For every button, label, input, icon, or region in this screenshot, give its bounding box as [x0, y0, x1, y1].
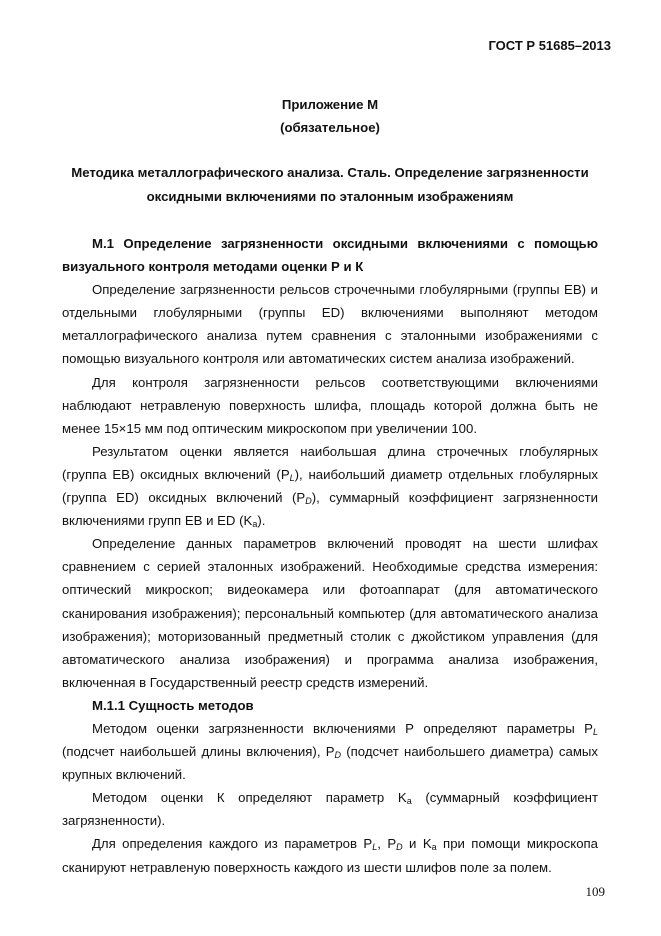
p5-sub-l: L	[592, 726, 598, 737]
method-title-line1: Методика металлографического анализа. Сталь. Определение загрязненности	[71, 165, 589, 180]
p3-text-b: ), наибольший диаметр отдельных глобулярных (группа ED) оксидных включений (P	[62, 466, 598, 506]
p6-text-b: (суммарный коэффициент загрязненности).	[62, 790, 598, 829]
paragraph-1: Определение загрязненности рельсов строчечными глобулярными (группы ЕВ) и отдельными глобулярными (группы ED) включениями выполняют методом металлографического анализа путем сравнения с эталонными изображениями с помощью визуального контроля или автоматических систем анализа изображений.	[62, 282, 598, 367]
p7-sub-l: L	[372, 842, 378, 853]
paragraph-4: Определение данных параметров включений проводят на шести шлифах сравнением с серией эталонных изображений. Необходимые средства измерения: оптический микроскоп; видеокамера или фотоаппарат (для автоматического сканирования изображения); персональный компьютер (для автоматического анализа изображения); моторизованный предметный столик с джойстиком управления (для автоматического анализа изображения) и программа анализа изображения, включенная в Государственный реестр средств измерений.	[62, 536, 598, 690]
p7-text-a: Для определения каждого из параметров P	[92, 836, 373, 852]
p5-text-a: Методом оценки загрязненности включениями Р определяют параметры P	[92, 720, 593, 736]
p7-sub-a: a	[431, 842, 437, 853]
p3-sub-l: L	[289, 472, 295, 483]
p3-text-d: ).	[257, 513, 266, 529]
p7-text-b: , P	[377, 836, 397, 852]
p7-text-d: при помощи микроскопа сканируют нетравленую поверхность каждого из шести шлифов поле за полем.	[62, 836, 599, 875]
p3-sub-d: D	[305, 496, 312, 507]
p3-sub-a: a	[252, 519, 258, 530]
appendix-title: Приложение М	[281, 97, 379, 112]
paragraph-3	[62, 440, 598, 532]
paragraph-6	[62, 786, 598, 832]
method-title-line2: оксидными включениями по эталонным изображениям	[146, 189, 514, 204]
section-m11-heading: М.1.1 Сущность методов	[92, 697, 254, 713]
p7-sub-d: D	[396, 842, 403, 853]
p5-sub-d: D	[334, 750, 342, 761]
p6-sub-a: a	[406, 796, 412, 807]
appendix-status: (обязательное)	[280, 120, 380, 135]
p5-text-c: (подсчет наибольшего диаметра) самых крупных включений.	[62, 744, 598, 783]
paragraph-7	[62, 832, 598, 878]
p5-text-b: (подсчет наибольшей длины включения), P	[62, 744, 335, 760]
p3-text-a: Результатом оценки является наибольшая длина строчечных глобулярных (группа ЕВ) оксидных включений (P	[62, 443, 598, 482]
section-m1-heading: М.1 Определение загрязненности оксидными включениями с помощью визуального контроля методами оценки Р и К	[62, 236, 598, 275]
document-body	[62, 232, 598, 879]
paragraph-5	[62, 717, 598, 786]
page-number: 109	[585, 884, 605, 899]
p6-text-a: Методом оценки К определяют параметр K	[92, 790, 407, 806]
p3-text-c: ), суммарный коэффициент загрязненности включениями групп ЕВ и ED (K	[62, 490, 598, 529]
p7-text-c: и K	[402, 836, 432, 852]
standard-header: ГОСТ Р 51685–2013	[488, 38, 611, 53]
paragraph-2: Для контроля загрязненности рельсов соответствующими включениями наблюдают нетравленую поверхность шлифа, площадь которой должна быть не менее 15×15 мм под оптическим микроскопом при увеличении 100.	[62, 374, 598, 436]
